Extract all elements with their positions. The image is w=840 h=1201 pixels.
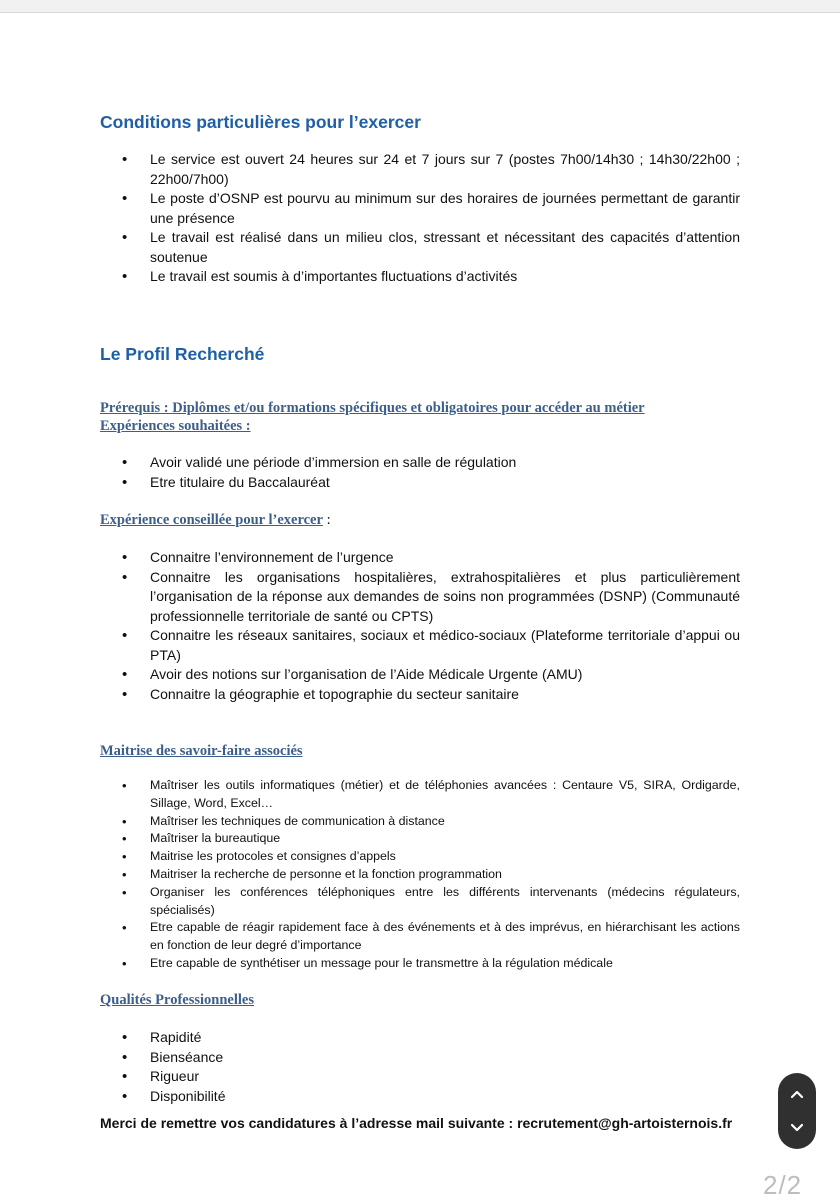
list-item: • Maîtriser les outils informatiques (métier) et de téléphonies avancées : Centaure V5, SIRA, Ordigarde, Sillage, Word, Excel… <box>100 777 740 813</box>
list-item: • Connaitre l’environnement de l’urgence <box>100 548 740 568</box>
list-item: • Maitriser la recherche de personne et la fonction programmation <box>100 866 740 884</box>
experiences-label: Expériences souhaitées : <box>100 418 251 434</box>
chevron-down-icon <box>789 1120 805 1136</box>
section-title-profil: Le Profil Recherché <box>100 344 265 364</box>
document-page <box>0 12 840 1200</box>
list-item: • Rapidité <box>100 1028 740 1048</box>
conseillee-list <box>100 548 740 704</box>
conseillee-label: Expérience conseillée pour l’exercer <box>100 512 323 528</box>
conseillee-heading <box>100 511 331 529</box>
prerequis-label: Prérequis : Diplômes et/ou formations spécifiques et obligatoires pour accéder au métier <box>100 400 645 416</box>
experiences-heading <box>100 417 251 435</box>
qualites-list <box>100 1028 740 1106</box>
savoir-faire-label: Maitrise des savoir-faire associés <box>100 743 303 759</box>
application-instructions: Merci de remettre vos candidatures à l’adresse mail suivante : recrutement@gh-artoisternois.fr <box>100 1115 733 1131</box>
list-item: • Le service est ouvert 24 heures sur 24 et 7 jours sur 7 (postes 7h00/14h30 ; 14h30/22h00 ; 22h00/7h00) <box>100 150 740 189</box>
experiences-list <box>100 453 740 492</box>
savoir-faire-heading <box>100 742 303 760</box>
page-scroll-control <box>778 1073 816 1149</box>
list-item: • Organiser les conférences téléphoniques entre les différents intervenants (médecins régulateurs, spécialisés) <box>100 884 740 920</box>
list-item: • Etre capable de synthétiser un message pour le transmettre à la régulation médicale <box>100 955 740 973</box>
list-item: • Rigueur <box>100 1067 740 1087</box>
conseillee-suffix: : <box>322 512 331 528</box>
list-item: • Connaitre les organisations hospitalières, extrahospitalières et plus particulièrement l’organisation de la réponse aux demandes de soins non programmées (DSNP) (Communauté professionnelle territoriale de santé ou CPTS) <box>100 568 740 627</box>
list-item: • Avoir validé une période d’immersion en salle de régulation <box>100 453 740 473</box>
section-title-conditions: Conditions particulières pour l’exercer <box>100 112 421 132</box>
list-item: • Avoir des notions sur l’organisation de l’Aide Médicale Urgente (AMU) <box>100 665 740 685</box>
list-item: • Connaitre la géographie et topographie du secteur sanitaire <box>100 685 740 705</box>
list-item: • Bienséance <box>100 1048 740 1068</box>
qualites-heading <box>100 991 254 1009</box>
qualites-label: Qualités Professionnelles <box>100 992 254 1008</box>
scroll-down-button[interactable] <box>778 1109 816 1147</box>
savoir-faire-list <box>100 777 740 973</box>
prerequis-heading <box>100 399 645 417</box>
list-item: • Maitrise les protocoles et consignes d’appels <box>100 848 740 866</box>
list-item: • Etre titulaire du Baccalauréat <box>100 473 740 493</box>
list-item: • Le travail est réalisé dans un milieu clos, stressant et nécessitant des capacités d’attention soutenue <box>100 228 740 267</box>
list-item: • Le travail est soumis à d’importantes fluctuations d’activités <box>100 267 740 287</box>
list-item: • Connaitre les réseaux sanitaires, sociaux et médico-sociaux (Plateforme territoriale d’appui ou PTA) <box>100 626 740 665</box>
list-item: • Etre capable de réagir rapidement face à des événements et à des imprévus, en hiérarchisant les actions en fonction de leur degré d’importance <box>100 919 740 955</box>
list-item: • Maîtriser la bureautique <box>100 830 740 848</box>
list-item: • Disponibilité <box>100 1087 740 1107</box>
conditions-list <box>100 150 740 287</box>
list-item: • Maîtriser les techniques de communication à distance <box>100 813 740 831</box>
chevron-up-icon <box>789 1086 805 1102</box>
page-indicator: 2/2 <box>763 1170 803 1200</box>
scroll-up-button[interactable] <box>778 1075 816 1113</box>
list-item: • Le poste d’OSNP est pourvu au minimum sur des horaires de journées permettant de garantir une présence <box>100 189 740 228</box>
